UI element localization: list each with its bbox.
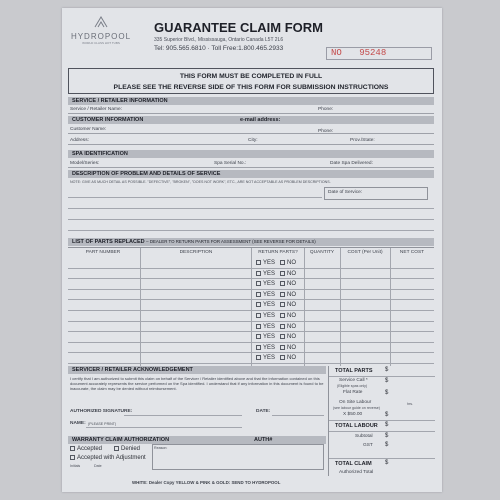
- problem-section-heading: DESCRIPTION OF PROBLEM AND DETAILS OF SERVICE: [68, 170, 434, 178]
- col-net-cost: NET COST: [399, 250, 425, 255]
- currency-symbol: $: [385, 433, 389, 439]
- return-yes-checkbox[interactable]: [256, 345, 275, 351]
- accepted-adjustment-label: Accepted with Adjustment: [77, 455, 146, 461]
- return-yes-checkbox[interactable]: [256, 302, 275, 308]
- checkbox-square: [280, 281, 285, 286]
- service-call-note: (Eligible spas only): [337, 384, 368, 388]
- labour-rate-label: X $50.00: [343, 412, 363, 417]
- return-no-checkbox[interactable]: [280, 345, 296, 351]
- hydropool-logo-icon: [94, 16, 108, 28]
- no-label: NO: [287, 291, 296, 298]
- signature-line[interactable]: [124, 415, 242, 416]
- yes-label: YES: [263, 334, 276, 341]
- col-return-parts: RETURN PARTS?: [258, 250, 298, 255]
- checkbox-square: [280, 292, 285, 297]
- return-yes-checkbox[interactable]: [256, 271, 275, 277]
- checkbox-square: [256, 324, 261, 329]
- yes-label: YES: [263, 323, 276, 330]
- checkbox-square: [280, 345, 285, 350]
- accepted-checkbox[interactable]: [70, 446, 102, 452]
- serial-prefix: NO: [331, 48, 342, 58]
- service-name-label: Service / Retailer Name:: [70, 107, 122, 112]
- ack-section-heading: SERVICER / RETAILER ACKNOWLEDGEMENT: [68, 366, 326, 374]
- return-yes-checkbox[interactable]: [256, 355, 275, 361]
- checkbox-square: [70, 446, 75, 451]
- brand-name: HYDROPOOL: [70, 32, 132, 41]
- no-label: NO: [287, 302, 296, 309]
- checkbox-square: [280, 355, 285, 360]
- return-no-checkbox[interactable]: [280, 302, 296, 308]
- initials-label: Initials: [70, 464, 81, 468]
- spa-id-row[interactable]: [68, 159, 434, 168]
- warranty-section-heading: [68, 436, 326, 444]
- currency-symbol: $: [385, 390, 389, 396]
- checkbox-square: [256, 260, 261, 265]
- company-address: 335 Superior Blvd., Mississauga, Ontario Canada L5T 2L6: [154, 37, 284, 43]
- column-divider: [140, 248, 141, 366]
- total-parts-label: TOTAL PARTS: [335, 368, 373, 374]
- currency-symbol: $: [385, 378, 389, 384]
- yes-label: YES: [263, 313, 276, 319]
- claim-form-sheet: [62, 8, 442, 492]
- totals-divider: [329, 458, 435, 459]
- no-label: NO: [287, 313, 296, 319]
- checkbox-square: [256, 345, 261, 350]
- date-delivered-label: Date Spa Delivered:: [330, 161, 373, 166]
- checkbox-square: [256, 355, 261, 360]
- checkbox-square: [280, 302, 285, 307]
- notice-line-1: THIS FORM MUST BE COMPLETED IN FULL: [179, 73, 323, 80]
- no-label: NO: [287, 344, 296, 351]
- parts-row[interactable]: [68, 299, 434, 300]
- checkbox-square: [280, 313, 285, 318]
- yes-label: YES: [263, 260, 276, 266]
- parts-row[interactable]: [68, 289, 434, 290]
- return-no-checkbox[interactable]: [280, 313, 296, 319]
- no-label: NO: [287, 281, 296, 288]
- problem-line[interactable]: [68, 230, 434, 231]
- total-labour-label: TOTAL LABOUR: [335, 423, 378, 429]
- column-divider: [390, 248, 391, 366]
- col-quantity: QUANTITY: [309, 250, 335, 255]
- yes-label: YES: [263, 355, 276, 362]
- warranty-heading-text: WARRANTY CLAIM AUTHORIZATION: [72, 437, 170, 443]
- service-phone-label: Phone:: [318, 107, 334, 112]
- problem-line[interactable]: [68, 219, 434, 220]
- date-of-service-label: Date of Service:: [328, 190, 363, 195]
- date-of-service-field[interactable]: [324, 187, 428, 200]
- no-label: NO: [287, 323, 296, 330]
- customer-section-heading: [68, 116, 434, 124]
- serial-number: 95248: [359, 48, 387, 58]
- checkbox-square: [114, 446, 119, 451]
- return-no-checkbox[interactable]: [280, 324, 296, 330]
- customer-name-row[interactable]: [68, 125, 434, 134]
- customer-phone-label: Phone:: [318, 129, 334, 134]
- yes-label: YES: [263, 270, 276, 277]
- return-yes-checkbox[interactable]: [256, 324, 275, 330]
- customer-name-label: Customer Name:: [70, 127, 107, 132]
- warranty-date-label: Date: [94, 464, 102, 468]
- parts-row[interactable]: [68, 363, 434, 364]
- checkbox-square: [256, 313, 261, 318]
- no-label: NO: [287, 355, 296, 362]
- yes-label: YES: [263, 302, 276, 309]
- service-section-heading: SERVICE / RETAILER INFORMATION: [68, 97, 434, 105]
- checkbox-square: [256, 302, 261, 307]
- reason-label: Reason:: [154, 446, 168, 450]
- currency-symbol: $: [385, 460, 389, 466]
- col-cost-per-unit: COST (Per Unit): [347, 250, 383, 255]
- return-yes-checkbox[interactable]: [256, 292, 275, 298]
- checkbox-square: [256, 292, 261, 297]
- model-label: Model/Series:: [70, 161, 100, 166]
- checkbox-square: [256, 334, 261, 339]
- no-label: NO: [287, 334, 296, 341]
- ack-date-label: DATE:: [256, 409, 271, 414]
- yes-label: YES: [263, 291, 276, 298]
- customer-address-row[interactable]: [68, 136, 434, 145]
- brand-tagline: WORLD CLASS HOT TUBS: [82, 41, 120, 45]
- ack-statement: I certify that I am authorized to submit this claim on behalf of the Servicer / Retailer identified above and that the information contained on this document accurately represents the service performed on the Spa identified. I understand that if any information in this document is found to be inaccurate, the claim may be denied without reimbursement.: [70, 376, 324, 391]
- currency-symbol: $: [385, 422, 389, 428]
- yes-label: YES: [263, 281, 276, 288]
- problem-line[interactable]: [68, 197, 322, 198]
- spa-serial-label: Spa Serial No.:: [214, 161, 247, 166]
- parts-row[interactable]: [68, 268, 434, 269]
- return-yes-checkbox[interactable]: [256, 313, 275, 319]
- return-no-checkbox[interactable]: [280, 281, 296, 287]
- currency-symbol: $: [385, 442, 389, 448]
- gst-label: GST: [363, 443, 373, 448]
- flat-rate-label: Flat Rate: [343, 390, 363, 395]
- return-yes-checkbox[interactable]: [256, 281, 275, 287]
- serial-number-box: [326, 47, 432, 60]
- service-name-row[interactable]: [68, 105, 434, 114]
- print-name-line[interactable]: [86, 427, 242, 428]
- column-divider: [304, 248, 305, 366]
- ack-date-line[interactable]: [272, 415, 324, 416]
- parts-row[interactable]: [68, 352, 434, 353]
- currency-symbol: $: [385, 367, 389, 373]
- no-label: NO: [287, 270, 296, 277]
- form-title: GUARANTEE CLAIM FORM: [154, 20, 323, 35]
- currency-symbol: $: [385, 412, 389, 418]
- checkbox-square: [280, 334, 285, 339]
- print-name-label: NAME:: [70, 421, 86, 426]
- parts-row[interactable]: [68, 278, 434, 279]
- on-site-labour-note: (see labour guide on reverse): [333, 406, 380, 410]
- return-no-checkbox[interactable]: [280, 260, 296, 266]
- checkbox-square: [280, 271, 285, 276]
- yes-label: YES: [263, 344, 276, 351]
- parts-row[interactable]: [68, 342, 434, 343]
- subtotal-label: Subtotal: [355, 434, 373, 439]
- problem-note: NOTE: GIVE AS MUCH DETAIL AS POSSIBLE. "DEFECTIVE", "BROKEN", "DOES NOT WORK", ETC., ARE NOT ACCEPTABLE AS PROBLEM DESCRIPTIONS.: [70, 180, 331, 184]
- parts-row[interactable]: [68, 321, 434, 322]
- checkbox-square: [256, 271, 261, 276]
- parts-section-heading: [68, 238, 434, 246]
- col-description: DESCRIPTION: [179, 250, 213, 255]
- checkbox-square: [280, 260, 285, 265]
- accepted-adjustment-checkbox[interactable]: [70, 455, 146, 461]
- customer-heading-text: CUSTOMER INFORMATION: [72, 117, 144, 123]
- problem-line[interactable]: [68, 208, 434, 209]
- checkbox-square: [256, 281, 261, 286]
- parts-row[interactable]: [68, 331, 434, 332]
- hours-label: hrs.: [407, 402, 413, 406]
- parts-heading-note: – DEALER TO RETURN PARTS FOR ASSESSMENT (SEE REVERSE FOR DETAILS): [146, 239, 316, 244]
- on-site-labour-label: On Site Labour: [339, 400, 372, 405]
- totals-divider: [329, 420, 435, 421]
- prov-label: Prov./State:: [350, 138, 375, 143]
- company-phone: Tel: 905.565.6810 · Toll Free:1.800.465.2933: [154, 45, 284, 52]
- spa-section-heading: SPA IDENTIFICATION: [68, 150, 434, 158]
- notice-line-2: PLEASE SEE THE REVERSE SIDE OF THIS FORM FOR SUBMISSION INSTRUCTIONS: [113, 84, 389, 91]
- denied-checkbox[interactable]: [114, 446, 140, 452]
- col-part-number: PART NUMBER: [85, 250, 121, 255]
- print-name-hint: (PLEASE PRINT): [88, 422, 117, 426]
- totals-divider: [329, 376, 435, 377]
- checkbox-square: [70, 455, 75, 460]
- signature-label: AUTHORIZED SIGNATURE:: [70, 409, 133, 414]
- return-no-checkbox[interactable]: [280, 334, 296, 340]
- return-yes-checkbox[interactable]: [256, 334, 275, 340]
- service-call-label: Service Call *: [339, 378, 368, 383]
- copy-distribution-note: WHITE: Dealer Copy YELLOW & PINK & GOLD: SEND TO HYDROPOOL: [132, 480, 281, 485]
- completion-notice: [68, 68, 434, 94]
- accepted-label: Accepted: [77, 446, 103, 452]
- return-no-checkbox[interactable]: [280, 355, 296, 361]
- email-label: e-mail address:: [240, 117, 281, 123]
- address-label: Address:: [70, 138, 89, 143]
- parts-heading-text: LIST OF PARTS REPLACED: [72, 239, 145, 245]
- return-no-checkbox[interactable]: [280, 271, 296, 277]
- no-label: NO: [287, 260, 296, 266]
- checkbox-square: [280, 324, 285, 329]
- return-yes-checkbox[interactable]: [256, 260, 275, 266]
- auth-number-label: AUTH#: [254, 437, 273, 443]
- return-no-checkbox[interactable]: [280, 292, 296, 298]
- city-label: City:: [248, 138, 258, 143]
- column-divider: [340, 248, 341, 366]
- totals-divider: [329, 431, 435, 432]
- authorized-total-label: Authorized Total: [339, 470, 374, 475]
- total-claim-label: TOTAL CLAIM: [335, 461, 372, 467]
- reason-field[interactable]: [152, 444, 324, 470]
- totals-panel: [328, 366, 434, 476]
- parts-row[interactable]: [68, 310, 434, 311]
- column-divider: [251, 248, 252, 366]
- parts-table: [68, 247, 434, 365]
- denied-label: Denied: [121, 446, 141, 452]
